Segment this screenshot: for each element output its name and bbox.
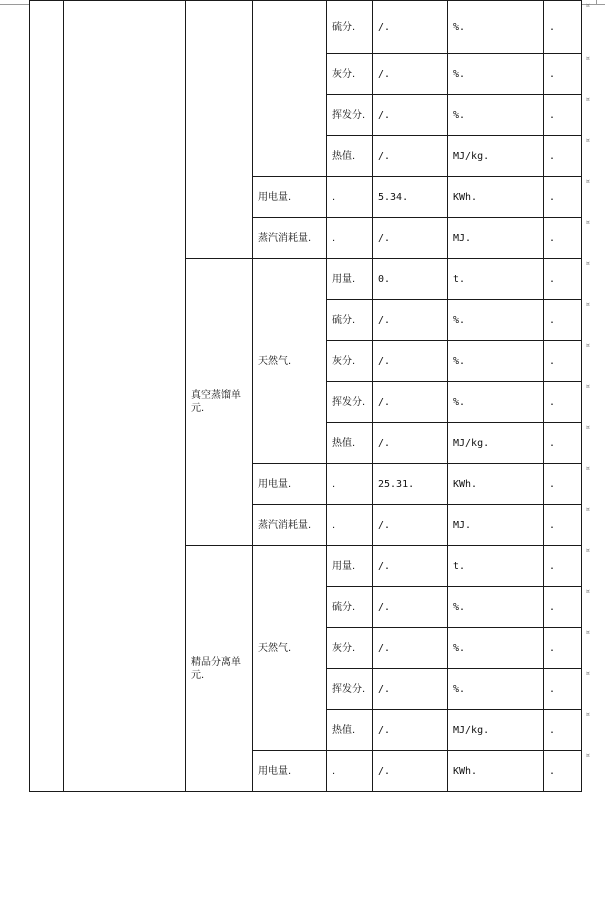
item-cell: 挥发分. [327, 382, 373, 423]
note-cell: . [544, 505, 582, 546]
value-cell: /. [373, 382, 448, 423]
row-end-mark: ¤ [586, 137, 590, 144]
note-cell: . [544, 669, 582, 710]
unit-of-measure-cell: KWh. [448, 464, 544, 505]
value-cell: /. [373, 54, 448, 95]
resource-cell: 用电量. [253, 177, 327, 218]
item-cell: 灰分. [327, 628, 373, 669]
unit-of-measure-cell: MJ. [448, 505, 544, 546]
item-cell: 硫分. [327, 1, 373, 54]
value-cell: 0. [373, 259, 448, 300]
row-end-mark: ¤ [586, 2, 590, 9]
item-cell: . [327, 751, 373, 792]
value-cell: /. [373, 546, 448, 587]
value-cell: /. [373, 587, 448, 628]
value-cell: /. [373, 751, 448, 792]
resource-cell: 用电量. [253, 751, 327, 792]
unit-of-measure-cell: MJ/kg. [448, 136, 544, 177]
note-cell: . [544, 218, 582, 259]
page-top-border-right [581, 4, 605, 5]
unit-of-measure-cell: KWh. [448, 751, 544, 792]
unit-of-measure-cell: MJ/kg. [448, 423, 544, 464]
value-cell: 25.31. [373, 464, 448, 505]
note-cell: . [544, 54, 582, 95]
item-cell: . [327, 218, 373, 259]
resource-cell: 蒸汽消耗量. [253, 218, 327, 259]
item-cell: 用量. [327, 546, 373, 587]
value-cell: /. [373, 341, 448, 382]
unit-of-measure-cell: %. [448, 95, 544, 136]
resource-cell: 蒸汽消耗量. [253, 505, 327, 546]
row-end-mark: ¤ [586, 424, 590, 431]
note-cell: . [544, 546, 582, 587]
unit-of-measure-cell: %. [448, 341, 544, 382]
item-cell: 硫分. [327, 300, 373, 341]
row-end-mark: ¤ [586, 670, 590, 677]
unit-of-measure-cell: %. [448, 382, 544, 423]
item-cell: 挥发分. [327, 669, 373, 710]
unit-cell: 精品分离单元. [186, 546, 253, 792]
item-cell: 热值. [327, 136, 373, 177]
value-cell: /. [373, 423, 448, 464]
note-cell: . [544, 587, 582, 628]
value-cell: /. [373, 710, 448, 751]
row-end-mark: ¤ [586, 547, 590, 554]
unit-of-measure-cell: %. [448, 587, 544, 628]
item-cell: 挥发分. [327, 95, 373, 136]
unit-cell [186, 1, 253, 259]
row-end-mark: ¤ [586, 629, 590, 636]
row-end-mark: ¤ [586, 178, 590, 185]
row-end-mark: ¤ [586, 96, 590, 103]
row-end-mark: ¤ [586, 711, 590, 718]
note-cell: . [544, 95, 582, 136]
note-cell: . [544, 136, 582, 177]
row-end-mark: ¤ [586, 752, 590, 759]
unit-of-measure-cell: t. [448, 546, 544, 587]
unit-cell: 真空蒸馏单元. [186, 259, 253, 546]
note-cell: . [544, 300, 582, 341]
unit-of-measure-cell: %. [448, 669, 544, 710]
note-cell: . [544, 259, 582, 300]
resource-cell: 天然气. [253, 259, 327, 464]
value-cell: /. [373, 300, 448, 341]
note-cell: . [544, 751, 582, 792]
index-column-cell [30, 1, 64, 792]
item-cell: . [327, 464, 373, 505]
row-end-mark: ¤ [586, 506, 590, 513]
margin-corner-mark [596, 0, 597, 4]
unit-of-measure-cell: %. [448, 628, 544, 669]
note-cell: . [544, 1, 582, 54]
item-cell: 灰分. [327, 54, 373, 95]
resource-cell: 天然气. [253, 546, 327, 751]
value-cell: /. [373, 1, 448, 54]
row-end-mark: ¤ [586, 301, 590, 308]
value-cell: /. [373, 95, 448, 136]
note-cell: . [544, 382, 582, 423]
row-end-mark: ¤ [586, 383, 590, 390]
row-end-mark: ¤ [586, 260, 590, 267]
page-top-border-left [0, 4, 29, 5]
unit-of-measure-cell: %. [448, 300, 544, 341]
note-cell: . [544, 177, 582, 218]
row-end-mark: ¤ [586, 465, 590, 472]
value-cell: /. [373, 218, 448, 259]
unit-of-measure-cell: t. [448, 259, 544, 300]
row-end-mark: ¤ [586, 588, 590, 595]
resource-cell [253, 1, 327, 177]
note-cell: . [544, 341, 582, 382]
value-cell: /. [373, 505, 448, 546]
item-cell: 用量. [327, 259, 373, 300]
item-cell: 硫分. [327, 587, 373, 628]
unit-of-measure-cell: MJ/kg. [448, 710, 544, 751]
note-cell: . [544, 628, 582, 669]
unit-of-measure-cell: MJ. [448, 218, 544, 259]
unit-of-measure-cell: %. [448, 1, 544, 54]
item-cell: 热值. [327, 710, 373, 751]
table-row [30, 1, 582, 54]
note-cell: . [544, 464, 582, 505]
category-column-cell [64, 1, 186, 792]
item-cell: . [327, 505, 373, 546]
unit-of-measure-cell: %. [448, 54, 544, 95]
value-cell: /. [373, 136, 448, 177]
unit-of-measure-cell: KWh. [448, 177, 544, 218]
resource-cell: 用电量. [253, 464, 327, 505]
energy-consumption-table [29, 0, 582, 792]
item-cell: 灰分. [327, 341, 373, 382]
value-cell: 5.34. [373, 177, 448, 218]
row-end-mark: ¤ [586, 55, 590, 62]
value-cell: /. [373, 628, 448, 669]
row-end-mark: ¤ [586, 219, 590, 226]
row-end-mark: ¤ [586, 342, 590, 349]
note-cell: . [544, 423, 582, 464]
item-cell: . [327, 177, 373, 218]
item-cell: 热值. [327, 423, 373, 464]
value-cell: /. [373, 669, 448, 710]
note-cell: . [544, 710, 582, 751]
